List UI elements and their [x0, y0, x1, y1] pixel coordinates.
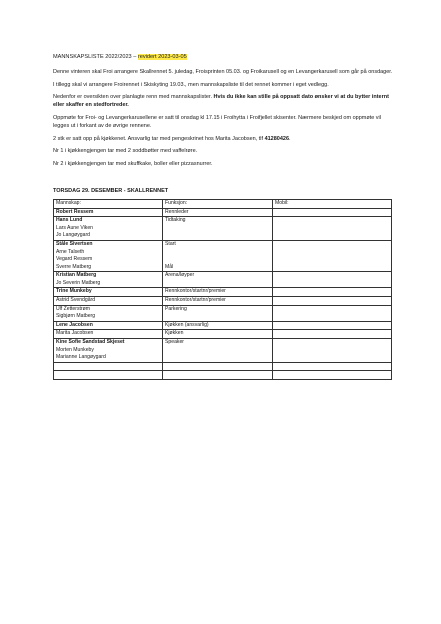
- paragraph-run: Nr 2 i kjøkkengjengen tar med skuffkake, boller eller pizzasnurrer.: [53, 161, 213, 168]
- function-cell: [163, 288, 273, 297]
- crew-function: Rennkontor/startnr/premier: [165, 288, 226, 295]
- crew-table: [53, 199, 392, 380]
- paragraph-run: 41280426: [264, 135, 290, 142]
- crew-function: [165, 363, 270, 371]
- function-cell: [163, 371, 273, 380]
- crew-name: Sverre Matberg: [56, 263, 92, 270]
- table-row: [54, 305, 392, 321]
- crew-name: Arne Talseth: [56, 248, 85, 255]
- function-cell: [163, 305, 273, 321]
- crew-name: Marianne Langøygard: [56, 354, 106, 361]
- crew-function: [165, 225, 270, 233]
- crew-name: Trine Munkeby: [56, 288, 92, 295]
- paragraph: [53, 136, 393, 144]
- paragraph: [53, 161, 393, 169]
- crew-function: Kjøkken (ansvarlig): [165, 321, 209, 328]
- mobile-empty: [275, 209, 389, 217]
- crew-name: Robert Ressem: [56, 208, 94, 215]
- mobile-cell: [273, 240, 392, 271]
- crew-function: Start: [165, 240, 176, 247]
- title-text: MANNSKAPSLISTE 2022/2023 –: [53, 54, 138, 60]
- mobile-empty: [275, 272, 389, 280]
- mobile-cell: [273, 217, 392, 241]
- mobile-empty: [275, 322, 389, 330]
- header-mobil: Mobil:: [273, 199, 392, 208]
- crew-name: [56, 363, 160, 371]
- table-row: [54, 362, 392, 371]
- paragraph: [53, 148, 393, 156]
- table-row: [54, 330, 392, 339]
- paragraph-run: Hvis du ikke kan stille på oppsatt dato ønsker vi at du bytter internt eller skaffer en stedfortreder.: [53, 94, 389, 109]
- crew-function: [165, 256, 270, 264]
- crew-cell: [54, 288, 163, 297]
- paragraph: [53, 82, 393, 90]
- function-cell: [163, 208, 273, 217]
- header-mannskap: Mannskap:: [54, 199, 163, 208]
- paragraph: [53, 69, 393, 77]
- crew-name: Ulf Zetterstrøm: [56, 305, 90, 312]
- crew-cell: [54, 362, 163, 371]
- table-row: [54, 321, 392, 330]
- crew-function: [165, 232, 270, 240]
- crew-function: Parkering: [165, 305, 187, 312]
- crew-name: Jo Langøygard: [56, 232, 90, 239]
- mobile-empty: [275, 306, 389, 314]
- function-cell: [163, 362, 273, 371]
- crew-name: Hans Lund: [56, 217, 83, 224]
- crew-function: [165, 249, 270, 257]
- function-cell: [163, 217, 273, 241]
- crew-function: Rennkontor/startnr/premier: [165, 297, 226, 304]
- table-row: [54, 240, 392, 271]
- mobile-cell: [273, 272, 392, 288]
- mobile-cell: [273, 305, 392, 321]
- section-title: TORSDAG 29. DESEMBER - SKALLRENNET: [53, 187, 169, 194]
- crew-name: Sigbjørn Matberg: [56, 313, 96, 320]
- crew-function: [165, 280, 270, 288]
- header-funksjon: Funksjon:: [163, 199, 273, 208]
- mobile-cell: [273, 371, 392, 380]
- crew-cell: [54, 330, 163, 339]
- table-row: [54, 272, 392, 288]
- mobile-cell: [273, 288, 392, 297]
- mobile-empty: [275, 297, 389, 305]
- mobile-empty: [275, 330, 389, 338]
- paragraph-run: Nedenfor er oversikten over planlagte renn med mannskapslister.: [53, 94, 214, 101]
- crew-cell: [54, 240, 163, 271]
- paragraph-run: Oppmøte for Froi- og Levangerkarusellene er satt til onsdag kl 17.15 i Froihytta i Froifjellet skisenter. Nærmere beskjed om oppmøte vil legges ut i forkant av de øvrige rennene.: [53, 115, 381, 129]
- crew-name: Morten Munkeby: [56, 346, 94, 353]
- table-row: [54, 288, 392, 297]
- table-row: [54, 297, 392, 306]
- crew-name: Vegard Ressem: [56, 256, 93, 263]
- crew-cell: [54, 321, 163, 330]
- function-cell: [163, 330, 273, 339]
- mobile-cell: [273, 339, 392, 363]
- crew-name: Astrid Svendgård: [56, 297, 96, 304]
- intro-paragraphs: [53, 69, 393, 169]
- crew-cell: [54, 208, 163, 217]
- crew-name: [56, 371, 160, 379]
- function-cell: [163, 321, 273, 330]
- mobile-cell: [273, 362, 392, 371]
- mobile-cell: [273, 297, 392, 306]
- mobile-empty: [275, 288, 389, 296]
- crew-function: Arena/løyper: [165, 272, 195, 279]
- paragraph-run: 2 stk er satt opp på kjøkkenet. Ansvarlig tar med pengeskrinet hos Marita Jacobsen, tlf: [53, 135, 265, 142]
- paragraph: [53, 115, 393, 131]
- document-title: [53, 54, 393, 61]
- crew-function: [165, 354, 270, 362]
- paragraph-run: Denne vinteren skal Froi arrangere Skallrennet 5. juledag, Froisprinten 05.03. og Froikarusell og en Levangerkarusell som går på onsdager.: [53, 69, 393, 75]
- table-row: [54, 371, 392, 380]
- function-cell: [163, 240, 273, 271]
- table-row: [54, 208, 392, 217]
- crew-function: [165, 371, 270, 379]
- mobile-cell: [273, 321, 392, 330]
- crew-name: Kine Sofie Sandstad Skjeset: [56, 339, 125, 346]
- paragraph: [53, 94, 393, 110]
- revision-highlight: revidert 2023-03-05: [137, 54, 187, 60]
- function-cell: [163, 297, 273, 306]
- crew-function: [165, 347, 270, 355]
- crew-cell: [54, 272, 163, 288]
- paragraph-run: Nr 1 i kjøkkengjengen tar med 2 soddbøtter med vaffelrøre.: [53, 148, 198, 155]
- crew-name: Kristian Matberg: [56, 272, 97, 279]
- crew-name: Marita Jacobsen: [56, 330, 94, 337]
- mobile-empty: [275, 217, 389, 225]
- crew-cell: [54, 217, 163, 241]
- mobile-empty: [275, 363, 389, 371]
- paragraph-run: .: [289, 135, 291, 142]
- crew-name: Jo Severin Matberg: [56, 279, 101, 286]
- crew-function: Tidtaking: [165, 217, 186, 224]
- mobile-empty: [275, 339, 389, 347]
- crew-name: Lene Jacobsen: [56, 321, 93, 328]
- crew-function: [165, 313, 270, 321]
- mobile-empty: [275, 241, 389, 249]
- crew-function: Rennleder: [165, 208, 189, 215]
- crew-name: Ståle Sivertsen: [56, 240, 93, 247]
- crew-cell: [54, 297, 163, 306]
- table-row: [54, 217, 392, 241]
- crew-cell: [54, 305, 163, 321]
- mobile-empty: [275, 371, 389, 379]
- crew-cell: [54, 371, 163, 380]
- document-page: [53, 50, 393, 380]
- crew-function: Mål: [165, 263, 174, 270]
- mobile-cell: [273, 330, 392, 339]
- paragraph-run: I tillegg skal vi arrangere Froirennet i Skiskyting 19.03., men mannskapsliste til det rennet kommer i eget vedlegg.: [53, 81, 329, 88]
- crew-function: Kjøkken: [165, 330, 184, 337]
- crew-cell: [54, 339, 163, 363]
- function-cell: [163, 272, 273, 288]
- crew-name: Lars Aune Viken: [56, 224, 94, 231]
- table-row: [54, 339, 392, 363]
- mobile-cell: [273, 208, 392, 217]
- table-header-row: [54, 199, 392, 208]
- crew-function: Speaker: [165, 339, 184, 346]
- function-cell: [163, 339, 273, 363]
